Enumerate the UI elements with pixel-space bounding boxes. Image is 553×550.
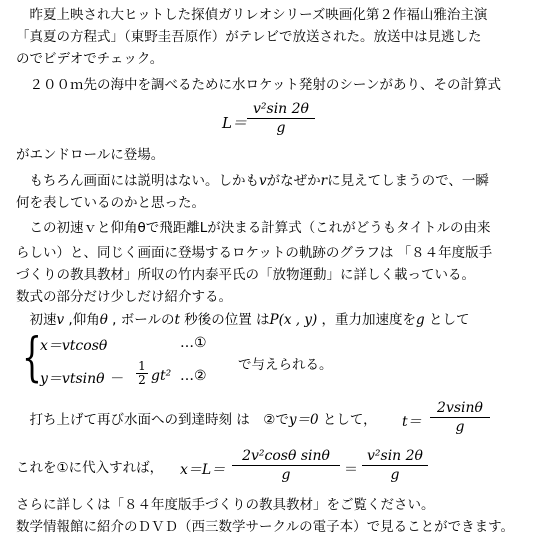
formula-denominator: g bbox=[276, 120, 286, 136]
text-line: づくりの教具教材」所収の竹内泰平氏の「放物運動」に詳しく載っている。 bbox=[16, 267, 475, 283]
time-denominator: g bbox=[455, 419, 465, 435]
text-line: 「真夏の方程式」（東野圭吾原作）がテレビで放送された。放送中は見逃した bbox=[16, 29, 482, 45]
text-line: 数学情報館に紹介のＤＶＤ（西三数学サークルの電子本）で見ることができます。 bbox=[16, 519, 515, 535]
text-line bbox=[16, 172, 489, 190]
system-brace: { bbox=[22, 328, 42, 388]
text-run: として bbox=[424, 312, 470, 328]
equation-2-marker: …② bbox=[180, 368, 207, 384]
time-numerator: 2vsinθ bbox=[437, 400, 483, 416]
equation-2-part-b: gt² bbox=[151, 368, 172, 384]
t-equals: t＝ bbox=[402, 414, 422, 430]
range-numerator-1: 2v²cosθ sinθ bbox=[242, 448, 330, 464]
text-line: がエンドロールに登場。 bbox=[16, 147, 165, 163]
text-run: ，重力加速度を bbox=[317, 312, 417, 328]
text-line: さらに詳しくは「８４年度版手づくりの教具教材」をご覧ください。 bbox=[16, 497, 435, 513]
text-line: らしい）と、同じく画面に登場するロケットの軌跡のグラフは 「８４年度版手 bbox=[16, 245, 493, 261]
equals-sign: ＝ bbox=[344, 462, 358, 478]
text-line: のでビデオでチェック。 bbox=[16, 51, 164, 67]
text-run: に見えてしまうので、一瞬 bbox=[327, 173, 489, 189]
formula-fraction bbox=[247, 100, 315, 137]
text-run: 打ち上げて再び水面への到達時刻 は ②で bbox=[16, 412, 289, 428]
range-fraction-2 bbox=[362, 447, 428, 484]
half-denominator: 2 bbox=[138, 373, 146, 387]
text-line bbox=[16, 411, 377, 429]
range-denominator-1: g bbox=[281, 467, 291, 483]
equation-2-part-a: y＝vtsinθ － bbox=[40, 371, 124, 387]
text-line: ２００ｍ先の海中を調べるために水ロケット発射のシーンがあり、その計算式 bbox=[16, 77, 502, 93]
formula-lhs: L＝ bbox=[222, 114, 247, 132]
text-line: 何を表しているのかと思った。 bbox=[16, 195, 205, 211]
formula-numerator: v²sin 2θ bbox=[253, 101, 309, 117]
text-line bbox=[16, 311, 470, 329]
text-line: 数式の部分だけ少しだけ紹介する。 bbox=[16, 289, 232, 305]
equation-1-marker: …① bbox=[180, 335, 207, 351]
variable-v: v bbox=[56, 312, 65, 328]
half-numerator: 1 bbox=[138, 359, 146, 373]
variable-t: t bbox=[174, 312, 180, 328]
text-line: この初速ｖと仰角θで飛距離Lが決まる計算式（これがどうもタイトルの由来 bbox=[16, 220, 491, 236]
equation-1: x＝vtcosθ bbox=[40, 338, 108, 354]
condition-y0: y＝0 bbox=[288, 412, 319, 428]
text-run: , ボールの bbox=[107, 312, 175, 328]
text-run: 秒後の位置 は bbox=[179, 312, 270, 328]
text-line: これを①に代入すれば， bbox=[16, 460, 164, 476]
time-fraction bbox=[430, 399, 490, 436]
half-fraction bbox=[136, 360, 148, 387]
text-line: 昨夏上映され大ヒットした探偵ガリレオシリーズ映画化第２作福山雅治主演 bbox=[16, 7, 488, 23]
range-denominator-2: g bbox=[390, 467, 400, 483]
variable-theta: θ bbox=[99, 312, 108, 328]
range-fraction-1 bbox=[232, 447, 340, 484]
range-numerator-2: v²sin 2θ bbox=[367, 448, 423, 464]
variable-g: g bbox=[416, 312, 425, 328]
text-run: ,仰角 bbox=[64, 312, 100, 328]
text-run: もちろん画面には説明はない。しかも bbox=[16, 173, 259, 189]
variable-r: r bbox=[320, 173, 328, 189]
text-run: として， bbox=[318, 412, 377, 428]
position-expression: P(x , y) bbox=[269, 312, 318, 328]
text-line: で与えられる。 bbox=[238, 357, 333, 373]
variable-v: v bbox=[259, 173, 267, 189]
text-run: 初速 bbox=[16, 312, 57, 328]
text-run: がなぜか bbox=[266, 173, 321, 189]
x-equals-l: x＝L＝ bbox=[180, 462, 226, 478]
